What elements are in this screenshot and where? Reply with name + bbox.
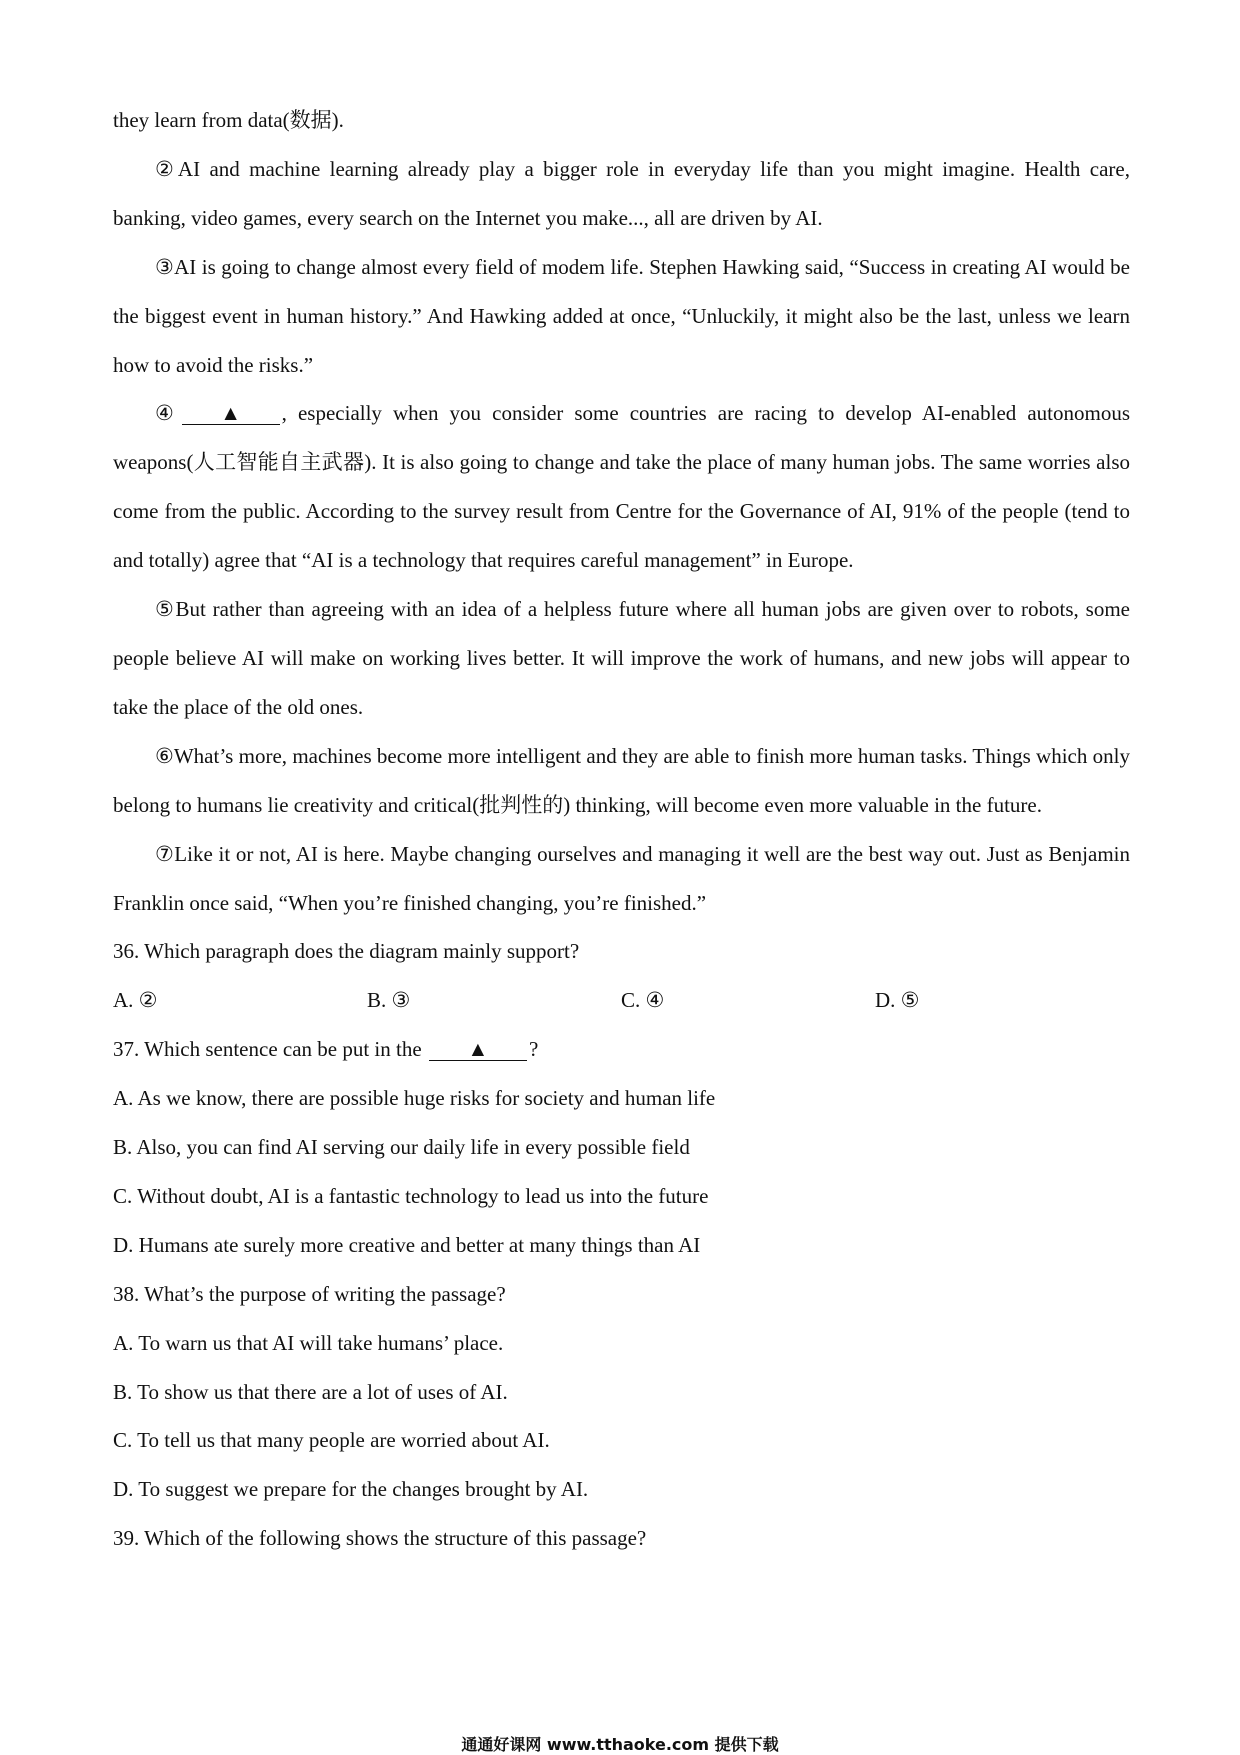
question-38-option-c: C. To tell us that many people are worried about AI. [113, 1428, 550, 1453]
question-37-option-c: C. Without doubt, AI is a fantastic technology to lead us into the future [113, 1183, 709, 1208]
question-37-stem-end: ? [528, 1037, 539, 1062]
paragraph-6: ⑥What’s more, machines become more intelligent and they are able to finish more human tasks. Things which only belong to humans lie creativity and critical(批判性的) thinking, will become even more valuable in the future. [113, 743, 1130, 817]
page-footer: 通通好课网 www.tthaoke.com 提供下载 [461, 1735, 779, 1754]
document-content [113, 96, 1130, 1563]
question-37-blank: ▲ [429, 1038, 527, 1061]
question-37-option-b: B. Also, you can find AI serving our daily life in every possible field [113, 1135, 690, 1160]
paragraph-2: ②AI and machine learning already play a bigger role in everyday life than you might imagine. Health care, banking, video games, every search on the Internet you make..., all are driven by AI. [113, 156, 1130, 230]
paragraph-4-text: , especially when you consider some countries are racing to develop AI-enabled autonomous weapons(人工智能自主武器). It is also going to change and take the place of many human jobs. The same worries also come from the public. According to the survey result from Centre for the Governance of AI, 91% of the people (tend to and totally) agree that “AI is a technology that requires careful management” in Europe. [113, 401, 1131, 573]
paragraph-1-tail: they learn from data(数据). [113, 108, 344, 132]
question-38-stem: 38. What’s the purpose of writing the passage? [113, 1281, 506, 1306]
paragraph-7: ⑦Like it or not, AI is here. Maybe changing ourselves and managing it well are the best way out. Just as Benjamin Franklin once said, “When you’re finished changing, you’re finished.” [113, 841, 1130, 915]
question-39-stem: 39. Which of the following shows the structure of this passage? [113, 1526, 647, 1551]
question-36-option-c: C. ④ [621, 988, 665, 1013]
question-37-stem-text: 37. Which sentence can be put in the [113, 1037, 422, 1062]
question-36-option-a: A. ② [113, 988, 158, 1013]
question-38-option-b: B. To show us that there are a lot of uses of AI. [113, 1379, 508, 1404]
question-37-option-a: A. As we know, there are possible huge risks for society and human life [113, 1086, 716, 1111]
answer-blank: ▲ [182, 402, 280, 425]
question-38-option-a: A. To warn us that AI will take humans’ place. [113, 1330, 504, 1355]
question-37-option-d: D. Humans ate surely more creative and better at many things than AI [113, 1232, 701, 1257]
paragraph-5: ⑤But rather than agreeing with an idea of a helpless future where all human jobs are given over to robots, some people believe AI will make on working lives better. It will improve the work of humans, and new jobs will appear to take the place of the old ones. [113, 597, 1130, 719]
paragraph-4-number: ④ [155, 401, 180, 426]
question-36-option-d: D. ⑤ [875, 988, 920, 1013]
paragraph-3: ③AI is going to change almost every field of modem life. Stephen Hawking said, “Success in creating AI would be the biggest event in human history.” And Hawking added at once, “Unluckily, it might also be the last, unless we learn how to avoid the risks.” [113, 254, 1130, 377]
paragraph-4 [113, 389, 1130, 585]
question-36-options [113, 976, 1130, 1025]
question-36-stem: 36. Which paragraph does the diagram mainly support? [113, 939, 580, 964]
question-37-stem [113, 1025, 1130, 1074]
question-38-option-d: D. To suggest we prepare for the changes brought by AI. [113, 1477, 589, 1502]
question-36-option-b: B. ③ [367, 988, 411, 1013]
